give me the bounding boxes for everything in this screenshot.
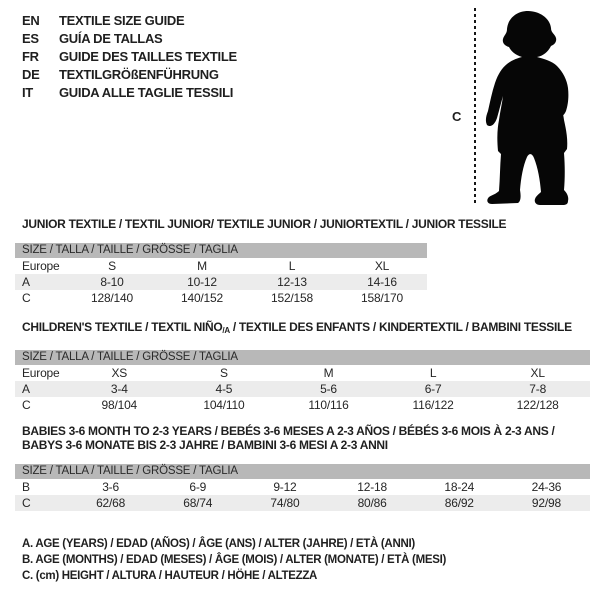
size-table-junior: [15, 217, 507, 306]
table-title-text: CHILDREN'S TEXTILE / TEXTIL NIÑO: [22, 320, 223, 334]
table-cell: 74/80: [270, 496, 300, 510]
table-cell: XS: [111, 366, 128, 380]
table-cell: 62/68: [96, 496, 126, 510]
size-header-bar: SIZE / TALLA / TAILLE / GRÖSSE / TAGLIA: [15, 464, 590, 479]
table-cell: 3-4: [110, 382, 128, 396]
table-title: [22, 320, 590, 338]
table-cell: 122/128: [516, 398, 559, 412]
size-header-bar: SIZE / TALLA / TAILLE / GRÖSSE / TAGLIA: [15, 243, 427, 258]
table-row-b: [15, 479, 590, 495]
table-cell: S: [219, 366, 228, 380]
language-row-fr: [22, 48, 237, 66]
legend: [22, 536, 446, 584]
baby-silhouette-icon: [482, 8, 577, 208]
table-title: [22, 424, 590, 452]
table-cell: 68/74: [183, 496, 213, 510]
table-title-text: BABYS 3-6 MONATE BIS 2-3 JAHRE / BAMBINI 3-6 MESI A 2-3 ANNI: [22, 438, 388, 452]
table-cell: M: [323, 366, 334, 380]
row-label: A: [22, 382, 30, 396]
language-row-it: [22, 84, 237, 102]
language-code: FR: [22, 49, 39, 64]
row-label: C: [22, 496, 31, 510]
row-label: A: [22, 275, 30, 289]
baby-figure: [450, 5, 580, 210]
language-title: TEXTILGRÖßENFÜHRUNG: [59, 67, 219, 82]
language-list: [22, 12, 237, 102]
row-label: C: [22, 398, 31, 412]
table-cell: 3-6: [102, 480, 119, 494]
table-row-europe: [15, 365, 590, 381]
table-cell: 24-36: [531, 480, 562, 494]
table-title: [22, 217, 507, 231]
table-cell: L: [288, 259, 296, 273]
table-cell: 110/116: [308, 398, 349, 412]
height-dashed-line: [474, 8, 476, 206]
table-cell: 8-10: [100, 275, 124, 289]
height-c-label: C: [452, 109, 462, 124]
size-table-babies: [15, 424, 590, 511]
table-title-line: [22, 438, 590, 452]
table-cell: 98/104: [101, 398, 138, 412]
table-cell: 158/170: [361, 291, 403, 305]
table-title-text: / TEXTILE DES ENFANTS / KINDERTEXTIL / BAMBINI TESSILE: [229, 320, 572, 334]
row-label: Europe: [22, 259, 60, 273]
table-title-text: BABIES 3-6 MONTH TO 2-3 YEARS / BEBÉS 3-6 MESES A 2-3 AÑOS / BÉBÉS 3-6 MOIS À 2-3 ANS /: [22, 424, 555, 438]
language-code: ES: [22, 31, 39, 46]
size-header-bar: SIZE / TALLA / TAILLE / GRÖSSE / TAGLIA: [15, 350, 590, 365]
table-cell: 12-18: [357, 480, 387, 494]
table-cell: 9-12: [273, 480, 297, 494]
table-cell: S: [108, 259, 116, 273]
language-code: IT: [22, 85, 33, 100]
table-cell: 104/110: [203, 398, 245, 412]
legend-line-c: C. (cm) HEIGHT / ALTURA / HAUTEUR / HÖHE / ALTEZZA: [22, 570, 318, 582]
table-cell: XL: [530, 366, 545, 380]
table-cell: 128/140: [91, 291, 133, 305]
table-row-a: [15, 274, 427, 290]
table-cell: 86/92: [444, 496, 474, 510]
table-cell: 152/158: [271, 291, 313, 305]
legend-line-a: A. AGE (YEARS) / EDAD (AÑOS) / ÂGE (ANS) / ALTER (JAHRE) / ETÀ (ANNI): [22, 538, 415, 550]
table-cell: 14-16: [367, 275, 397, 289]
table-title-text: /A: [222, 326, 230, 335]
table-row-europe: [15, 258, 427, 274]
table-row-a: [15, 381, 590, 397]
language-row-en: [22, 12, 237, 30]
size-table-children: [15, 320, 590, 413]
table-cell: 6-7: [424, 382, 442, 396]
table-cell: M: [197, 259, 207, 273]
row-label: Europe: [22, 366, 60, 380]
table-cell: 7-8: [529, 382, 547, 396]
language-title: GUÍA DE TALLAS: [59, 31, 163, 46]
table-cell: 4-5: [215, 382, 233, 396]
language-code: DE: [22, 67, 40, 82]
table-title-line: [22, 217, 507, 231]
legend-line-b: B. AGE (MONTHS) / EDAD (MESES) / ÂGE (MOIS) / ALTER (MONATE) / ETÀ (MESI): [22, 554, 447, 566]
row-label: C: [22, 291, 31, 305]
table-cell: XL: [374, 259, 390, 273]
table-cell: L: [429, 366, 437, 380]
table-cell: 12-13: [277, 275, 307, 289]
language-row-de: [22, 66, 237, 84]
table-cell: 92/98: [531, 496, 561, 510]
table-row-c: [15, 495, 590, 511]
table-cell: 18-24: [444, 480, 475, 494]
table-cell: 140/152: [181, 291, 223, 305]
table-row-c: [15, 290, 427, 306]
table-cell: 116/122: [412, 398, 454, 412]
table-title-line: [22, 424, 590, 438]
row-label: B: [22, 480, 30, 494]
table-title-line: [22, 320, 590, 338]
language-code: EN: [22, 13, 40, 28]
language-title: GUIDA ALLE TAGLIE TESSILI: [59, 85, 234, 100]
table-row-c: [15, 397, 590, 413]
table-cell: 5-6: [320, 382, 337, 396]
language-row-es: [22, 30, 237, 48]
language-title: TEXTILE SIZE GUIDE: [59, 13, 185, 28]
table-cell: 10-12: [187, 275, 217, 289]
language-title: GUIDE DES TAILLES TEXTILE: [59, 49, 237, 64]
table-cell: 6-9: [189, 480, 207, 494]
table-title-text: JUNIOR TEXTILE / TEXTIL JUNIOR/ TEXTILE JUNIOR / JUNIORTEXTIL / JUNIOR TESSILE: [22, 217, 507, 231]
table-cell: 80/86: [357, 496, 387, 510]
